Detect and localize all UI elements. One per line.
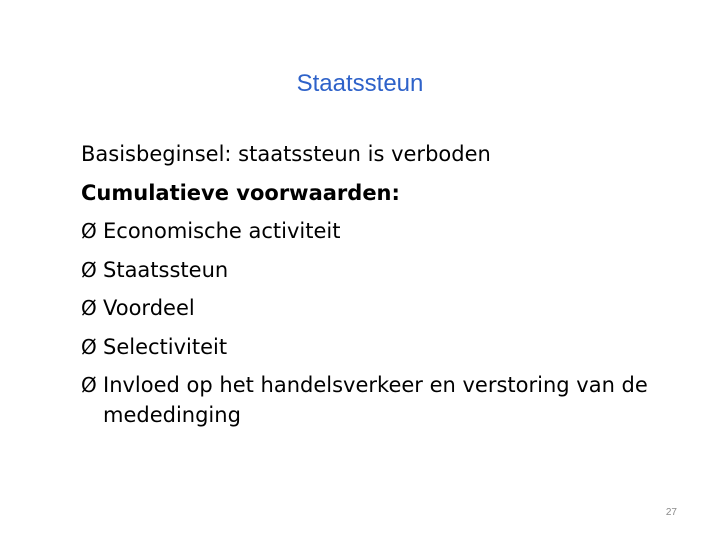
bullet-text: Economische activiteit	[103, 219, 341, 243]
slide-title	[0, 70, 720, 98]
arrow-bullet-icon: Ø	[81, 296, 97, 320]
bullet-item	[81, 289, 681, 328]
slide-body	[81, 135, 681, 430]
bullet-item	[81, 366, 681, 430]
bullet-text: Staatssteun	[103, 257, 229, 282]
conditions-heading: Cumulatieve voorwaarden:	[81, 180, 400, 205]
arrow-bullet-icon: Ø	[81, 334, 97, 359]
bullet-item	[81, 212, 681, 251]
arrow-bullet-icon: Ø	[81, 373, 97, 397]
bullet-text: Invloed op het handelsverkeer en verstoring van de mededinging	[103, 373, 648, 427]
bullet-item	[81, 251, 681, 290]
page-number: 27	[665, 507, 677, 518]
bullet-item	[81, 328, 681, 367]
intro-text: Basisbeginsel: staatssteun is verboden	[81, 142, 491, 166]
slide-title-text: Staatssteun	[296, 70, 424, 97]
arrow-bullet-icon: Ø	[81, 219, 97, 243]
bullet-text: Voordeel	[103, 296, 195, 320]
bullet-text: Selectiviteit	[103, 334, 228, 359]
arrow-bullet-icon: Ø	[81, 257, 97, 282]
